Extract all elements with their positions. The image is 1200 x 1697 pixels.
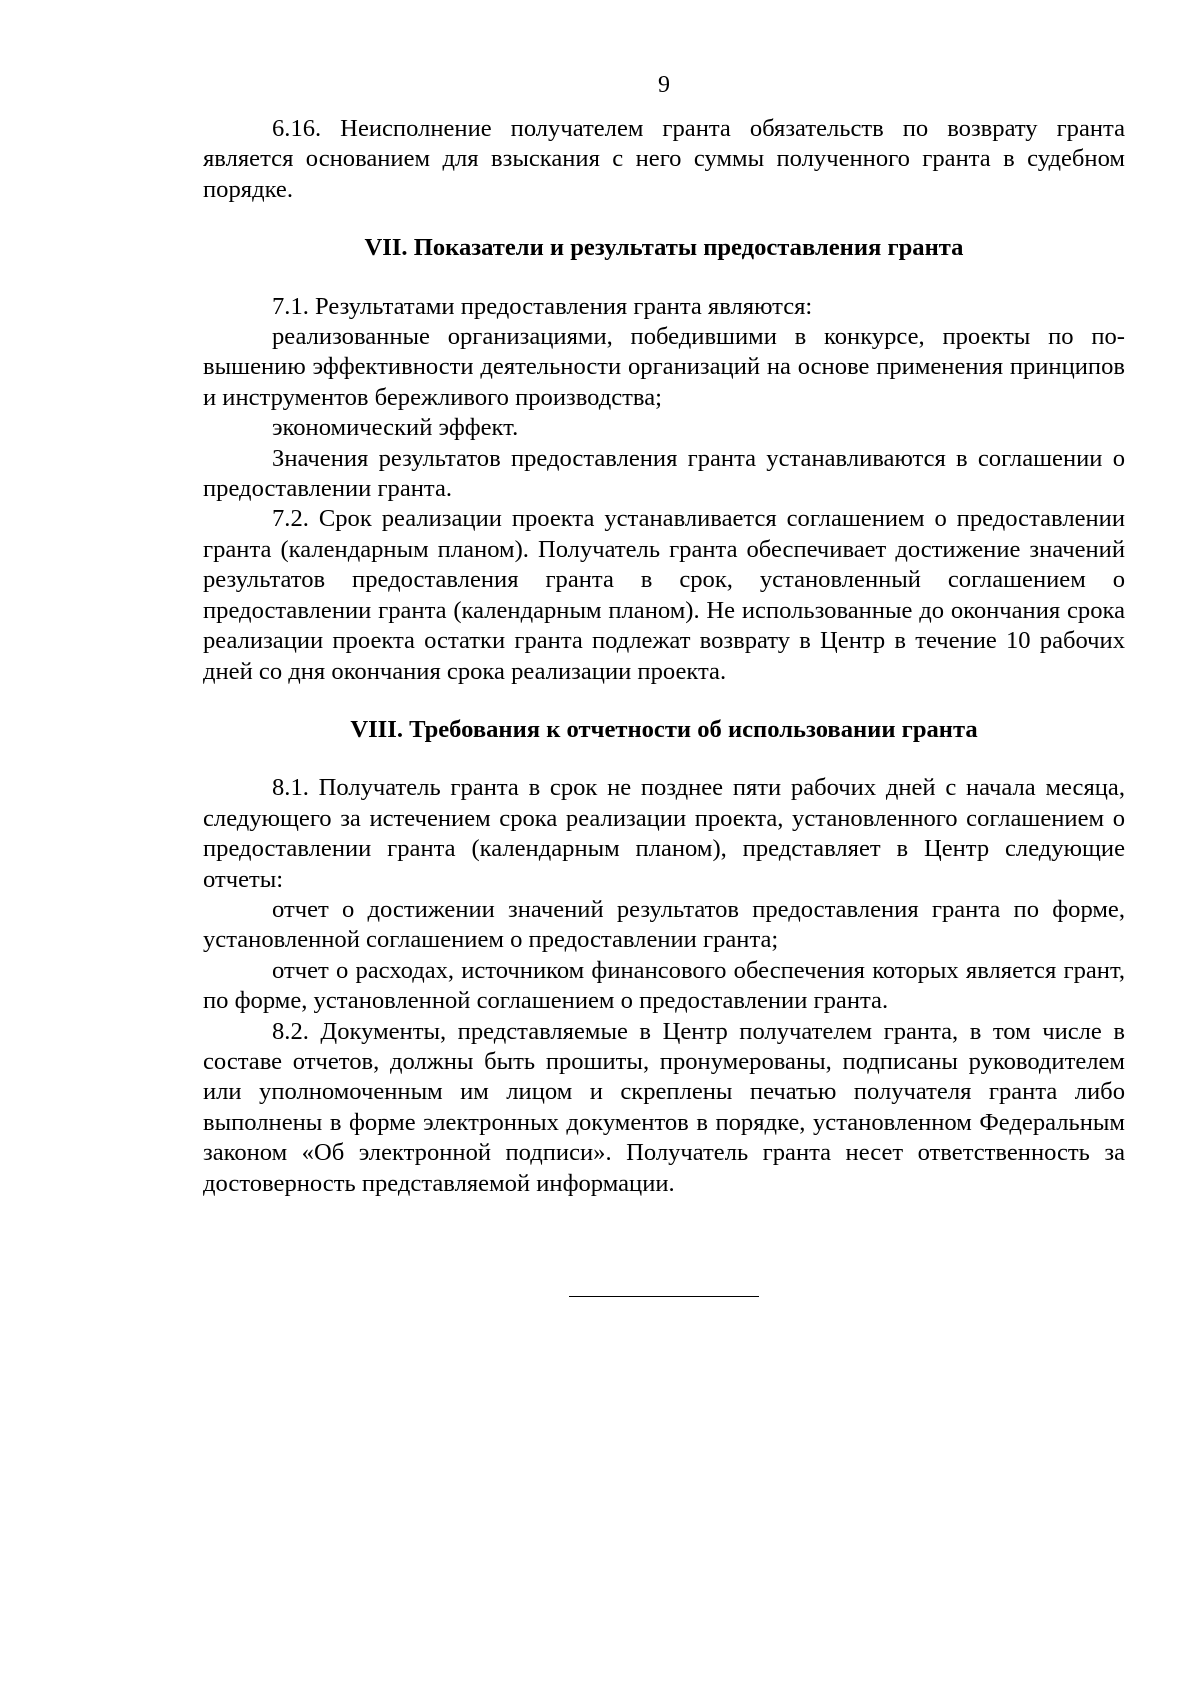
paragraph-8-1-report-2: отчет о расходах, источником финансового обеспечения которых является грант, по форме, установленной соглашением о предоставлении гранта.	[203, 956, 1125, 1015]
paragraph-6-16: 6.16. Неисполнение получателем гранта обязательств по возврату гранта является основанием для взыскания с него суммы полученного гранта в судебном порядке.	[203, 115, 1125, 203]
paragraph-7-2: 7.2. Срок реализации проекта устанавливается соглашением о предоставлении гранта (календарным планом). Получатель гранта обеспечивает достижение значений результатов предоставления гранта в срок, установленный соглашением о предоставлении гранта (календарным планом). Не использованные до окончания срока реализации проекта остатки гранта подлежат возврату в Центр в течение 10 рабочих дней со дня окончания срока реализации проекта.	[203, 505, 1125, 685]
end-of-document-rule	[569, 1296, 759, 1297]
section-7-heading: VII. Показатели и результаты предоставления гранта	[364, 234, 964, 262]
spacer	[203, 264, 1125, 292]
paragraph-8-1: 8.1. Получатель гранта в срок не позднее пяти рабочих дней с начала месяца, следующего за истечением срока реализации проекта, установленного соглашением о предоставлении гранта (календарным планом), представляет в Центр следующие отчеты:	[203, 774, 1125, 893]
document-body	[203, 114, 1125, 1199]
page-number: 9	[658, 72, 670, 98]
spacer	[203, 205, 1125, 233]
spacer	[203, 745, 1125, 773]
paragraph-8-1-report-1: отчет о достижении значений результатов предоставления гранта по форме, установленной соглашением о предоставлении гранта;	[203, 895, 1125, 954]
section-8-heading: VIII. Требования к отчетности об использовании гранта	[350, 715, 978, 743]
paragraph-7-1-item-2: экономический эффект.	[272, 414, 519, 442]
paragraph-7-1-item-1: реализованные организациями, победившими в конкурсе, проекты по повышению эффективности деятельности организаций на основе применения принципов и инструментов бережливого производства;	[203, 323, 1125, 411]
spacer	[203, 687, 1125, 715]
paragraph-7-1: 7.1. Результатами предоставления гранта являются:	[272, 292, 813, 320]
paragraph-8-2: 8.2. Документы, представляемые в Центр получателем гранта, в том числе в составе отчетов, должны быть прошиты, пронумерованы, подписаны руководителем или уполномоченным им лицом и скреплены печатью получателя гранта либо выполнены в форме электронных документов в порядке, установленном Федеральным законом «Об электронной подписи». Получатель гранта несет ответственность за достоверность представляемой информации.	[203, 1017, 1125, 1197]
paragraph-7-1-values: Значения результатов предоставления гранта устанавливаются в соглашении о предоставлении гранта.	[203, 444, 1125, 503]
